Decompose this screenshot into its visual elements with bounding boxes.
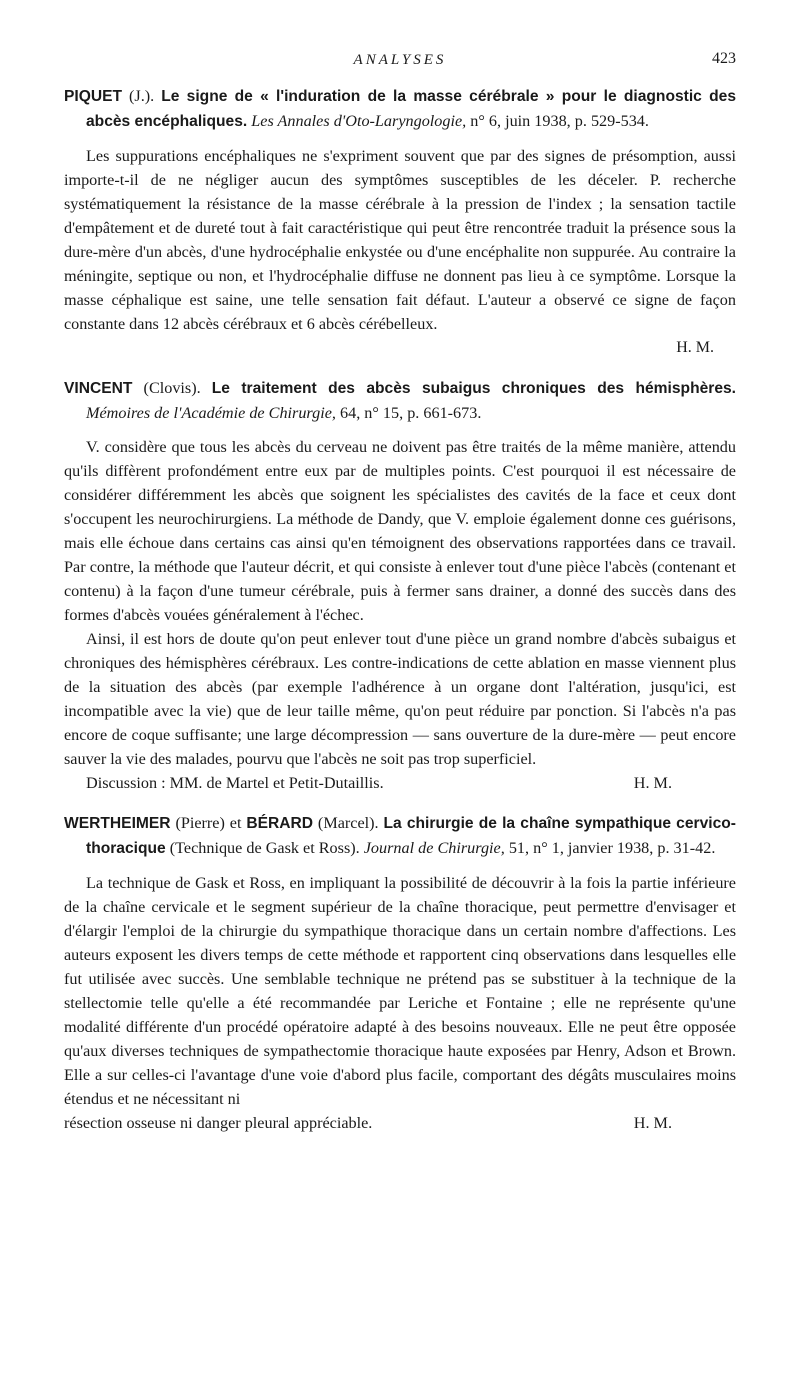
article-title: Le signe de « l'induration de la masse cérébrale » pour le diagnostic des abcès encéphaliques. bbox=[86, 88, 736, 130]
closing-line bbox=[64, 1111, 736, 1135]
author-initials: (Pierre) et bbox=[170, 814, 247, 832]
section-title: ANALYSES bbox=[353, 52, 447, 68]
reference bbox=[64, 84, 736, 134]
page-number: 423 bbox=[712, 50, 736, 67]
reference bbox=[64, 811, 736, 861]
title-subtitle: (Technique de Gask et Ross). bbox=[165, 839, 364, 857]
second-author-name: BÉRARD bbox=[246, 815, 314, 832]
running-head bbox=[64, 44, 736, 74]
journal-name: Les Annales d'Oto-Laryngologie, bbox=[251, 112, 467, 130]
closing-text: résection osseuse ni danger pleural appréciable. bbox=[64, 1114, 373, 1132]
abstract-paragraph: V. considère que tous les abcès du cerveau ne doivent pas être traités de la même manière, attendu qu'ils diffèrent profondément entre eux par de multiples points. C'est pourquoi il est nécessaire de considérer différemment les abcès que soignent les spécialistes des cavités de la face et ceux dont s'occupent les neurochirurgiens. La méthode de Dandy, que V. emploie également donne ces guérisons, mais elle échoue dans certains cas ainsi qu'en témoignent des observations rapportées dans ce travail. Par contre, la méthode que l'auteur décrit, et qui consiste à enlever tout d'une pièce l'abcès (contenant et contenu) à la façon d'une tumeur cérébrale, puis à fermer sans drainer, a donné des succès dans des formes d'abcès vouées généralement à l'échec. bbox=[64, 438, 736, 624]
second-author-initials: (Marcel). bbox=[313, 814, 384, 832]
signature: H. M. bbox=[676, 339, 714, 356]
author-name: VINCENT bbox=[64, 380, 133, 397]
citation-details: n° 6, juin 1938, p. 529-534. bbox=[466, 112, 649, 130]
abstract-entry-vincent bbox=[64, 376, 736, 795]
abstract-paragraph: Ainsi, il est hors de doute qu'on peut enlever tout d'une pièce un grand nombre d'abcès subaigus et chroniques des hémisphères cérébraux. Les contre-indications de cette ablation en masse viennent plus de la situation des abcès (par exemple l'adhérence à un organe dont l'altération, jusqu'ici, est incompatible avec la vie) que de leur taille même, qu'on peut réduire par ponction. Si l'abcès n'a pas encore de coque suffisante; une large décompression — sans ouverture de la dure-mère — peut encore sauver la vie des malades, pourvu que l'abcès ne soit pas trop superficiel. bbox=[64, 630, 736, 768]
author-name: PIQUET bbox=[64, 88, 123, 105]
discussion: Discussion : MM. de Martel et Petit-Dutaillis. bbox=[86, 774, 384, 792]
discussion-line bbox=[64, 771, 736, 795]
reference bbox=[64, 376, 736, 425]
abstract-entry-wertheimer bbox=[64, 811, 736, 1135]
citation-details: 64, n° 15, p. 661-673. bbox=[335, 404, 482, 422]
citation-details: 51, n° 1, janvier 1938, p. 31-42. bbox=[504, 839, 716, 857]
author-initials: (J.). bbox=[122, 87, 162, 105]
article-title: La chirurgie de la chaîne sympathique cervico-thoracique bbox=[86, 815, 736, 857]
abstract-paragraph: La technique de Gask et Ross, en impliquant la possibilité de découvrir à la fois la partie inférieure de la chaîne cervicale et le segment supérieur de la chaîne thoracique, peut permettre d'envisager et d'élargir l'emploi de la chirurgie du sympathique thoracique dans un certain nombre d'affections. Les auteurs exposent les divers temps de cette méthode et rapportent cinq observations dans lesquelles elle fut utilisée avec succès. Une semblable technique ne prétend pas se substituer à la technique de la stellectomie telle qu'elle a été recommandée par Leriche et Fontaine ; elle ne représente qu'une modalité différente d'un procédé opératoire adapté à des besoins nouveaux. Elle ne peut être opposée qu'aux diverses techniques de sympathectomie thoracique haute exposées par Henry, Adson et Brown. Elle a sur celles-ci l'avantage d'une voie d'abord plus facile, comportant des dégâts musculaires moins étendus et ne nécessitant ni bbox=[64, 874, 736, 1108]
article-title: Le traitement des abcès subaigus chroniques des hémisphères. bbox=[211, 380, 737, 397]
journal-name: Journal de Chirurgie, bbox=[363, 839, 505, 857]
signature: H. M. bbox=[633, 774, 672, 792]
signature: H. M. bbox=[633, 1114, 672, 1132]
author-initials: (Clovis). bbox=[132, 379, 212, 397]
journal-name: Mémoires de l'Académie de Chirurgie, bbox=[86, 404, 336, 422]
abstract-paragraph: Les suppurations encéphaliques ne s'expriment souvent que par des signes de présomption, aussi importe-t-il de ne négliger aucun des symptômes susceptibles de les déceler. P. recherche systématiquement la résistance de la masse cérébrale à la pression de l'index ; la sensation tactile d'empâtement et de dureté tout à fait caractéristique qui peut être rencontrée traduit la présence sous la dure-mère d'un abcès, d'une hydrocéphalie enkystée ou d'une encéphalite non suppurée. Au contraire la méningite, septique ou non, et l'hydrocéphalie diffuse ne donnent pas lieu à ce symptôme. Lorsque la masse céphalique est saine, une telle sensation fait défaut. L'auteur a observé ce signe de façon constante dans 12 abcès cérébraux et 6 abcès cérébelleux. bbox=[64, 147, 736, 333]
author-name: WERTHEIMER bbox=[64, 815, 171, 832]
abstract-entry-piquet bbox=[64, 84, 736, 360]
